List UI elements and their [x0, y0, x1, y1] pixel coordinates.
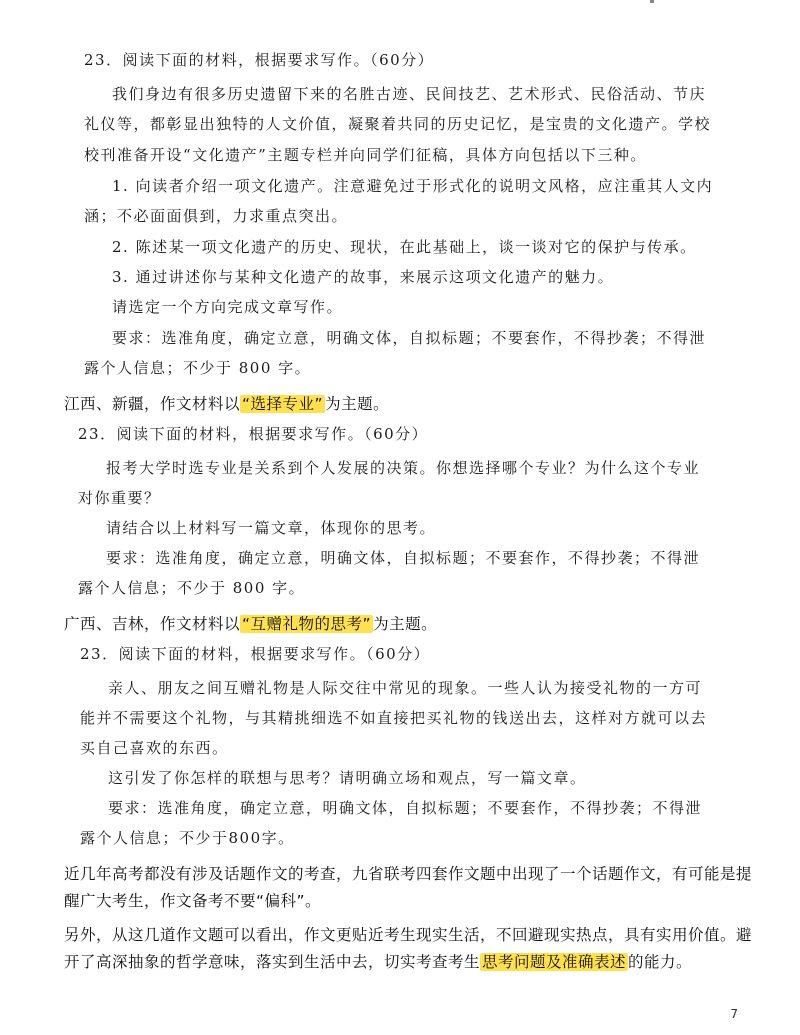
page-number: 7: [730, 1007, 738, 1021]
prompt-line: 买自己喜欢的东西。: [80, 739, 229, 757]
prompt-line: 能并不需要这个礼物，与其精挑细选不如直接把买礼物的钱送出去，这样对方就可以去: [80, 709, 708, 727]
prompt-line: 请选定一个方向完成文章写作。: [112, 298, 344, 316]
prompt-line: 3. 通过讲述你与某种文化遗产的故事，来展示这项文化遗产的魅力。: [112, 268, 615, 286]
prompt-line: 请结合以上材料写一篇文章，体现你的思考。: [106, 519, 437, 537]
prompt-line: 涵；不必面面俱到，力求重点突出。: [84, 207, 349, 225]
highlight: “选择专业”: [242, 395, 324, 413]
prompt-line: 1. 向读者介绍一项文化遗产。注意避免过于形式化的说明文风格，应注重其人文内: [112, 177, 714, 195]
section-intro-2: 江西、新疆，作文材料以 “选择专业” 为主题。: [64, 395, 390, 413]
prompt-requirements: 露个人信息；不少于800字。: [80, 829, 295, 847]
prompt-requirements: 要求：选准角度，确定立意，明确文体，自拟标题；不要套作，不得抄袭；不得泄: [108, 799, 703, 817]
prompt-line: 对你重要？: [78, 489, 161, 507]
commentary-paragraph-1-cont: 醒广大考生，作文备考不要“偏科”。: [64, 892, 322, 910]
prompt-requirements: 露个人信息；不少于 800 字。: [84, 359, 312, 377]
prompt-requirements: 要求：选准角度，确定立意，明确文体，自拟标题；不要套作，不得抄袭；不得泄: [112, 329, 707, 347]
prompt-requirements: 露个人信息；不少于 800 字。: [78, 579, 306, 597]
highlight: “互赠礼物的思考”: [242, 615, 372, 633]
prompt-heading: 23．阅读下面的材料，根据要求写作。（60分）: [84, 51, 435, 69]
top-edge-mark: [650, 0, 654, 3]
prompt-line: 亲人、朋友之间互赠礼物是人际交往中常见的现象。一些人认为接受礼物的一方可: [108, 679, 703, 697]
prompt-line: 校刊准备开设“文化遗产”主题专栏并向同学们征稿，具体方向包括以下三种。: [84, 146, 647, 164]
highlight: 思考问题及准确表述: [482, 953, 627, 971]
section-intro-3: 广西、吉林，作文材料以 “互赠礼物的思考” 为主题。: [64, 615, 438, 633]
commentary-paragraph-1: 近几年高考都没有涉及话题作文的考查，九省联考四套作文题中出现了一个话题作文，有可能是提: [64, 865, 753, 883]
prompt-heading: 23．阅读下面的材料，根据要求写作。（60分）: [80, 645, 431, 663]
prompt-heading: 23．阅读下面的材料，根据要求写作。（60分）: [78, 425, 429, 443]
prompt-line: 2. 陈述某一项文化遗产的历史、现状，在此基础上，谈一谈对它的保护与传承。: [112, 238, 697, 256]
prompt-line: 报考大学时选专业是关系到个人发展的决策。你想选择哪个专业？为什么这个专业: [106, 459, 701, 477]
prompt-line: 礼仪等，都彰显出独特的人文价值，凝聚着共同的历史记忆，是宝贵的文化遗产。学校: [84, 115, 712, 133]
prompt-line: 这引发了你怎样的联想与思考？请明确立场和观点，写一篇文章。: [108, 769, 587, 787]
commentary-paragraph-2: 另外，从这几道作文题可以看出，作文更贴近考生现实生活，不回避现实热点，具有实用价值。避: [64, 926, 753, 944]
prompt-requirements: 要求：选准角度，确定立意，明确文体，自拟标题；不要套作，不得抄袭；不得泄: [106, 549, 701, 567]
commentary-paragraph-2-cont: 开了高深抽象的哲学意味，落实到生活中去，切实考查考生 思考问题及准确表述 的能力。: [64, 953, 693, 971]
prompt-line: 我们身边有很多历史遗留下来的名胜古迹、民间技艺、艺术形式、民俗活动、节庆: [112, 85, 707, 103]
